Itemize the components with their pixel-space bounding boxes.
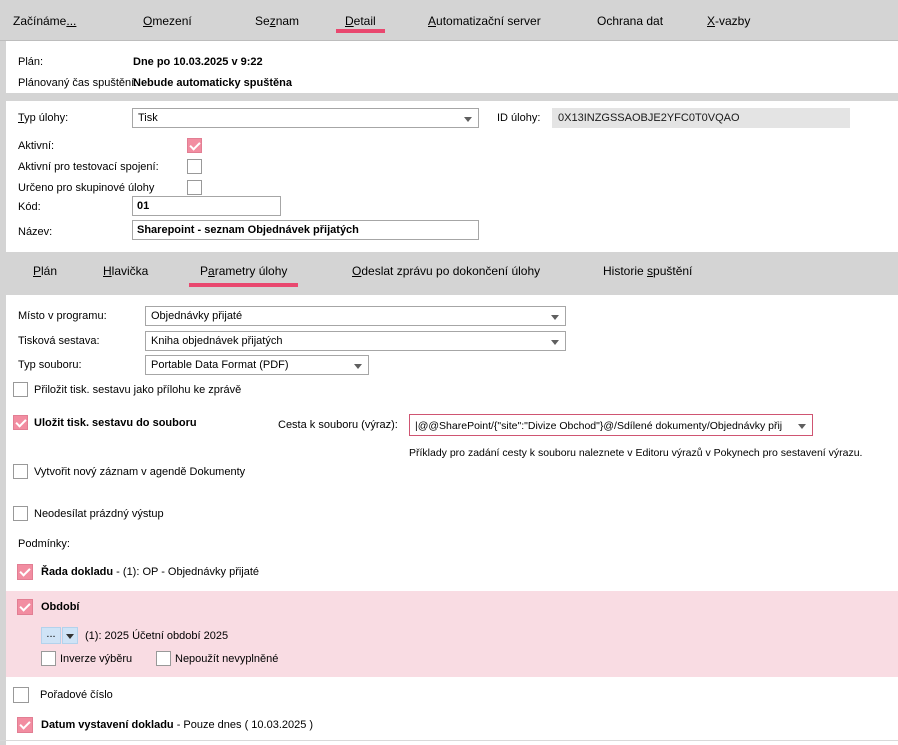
file-path-hint: Příklady pro zadání cesty k souboru naleznete v Editoru výrazů v Pokynech pro sestavení výrazu. (409, 447, 863, 459)
file-type-value: Portable Data Format (PDF) (151, 359, 289, 371)
tab-label-part: rametry úlohy (214, 264, 288, 278)
tab-label-part: utomatizační server (436, 14, 541, 28)
tab-label-part: mezení (152, 14, 192, 28)
file-path-combobox[interactable] (409, 414, 813, 436)
code-label: Kód: (18, 201, 41, 213)
chevron-down-icon (551, 315, 559, 320)
chevron-down-icon (551, 340, 559, 345)
tab-historie-spusteni[interactable] (603, 264, 692, 278)
planned-time-value: Nebude automaticky spuštěna (133, 77, 292, 89)
issue-date-condition-checkbox[interactable] (17, 717, 33, 733)
issue-date-condition-title: Datum vystavení dokladu (41, 719, 174, 731)
attach-report-checkbox[interactable] (13, 382, 28, 397)
tab-label-accel: a (208, 264, 215, 278)
save-to-file-checkbox[interactable] (13, 415, 28, 430)
conditions-heading: Podmínky: (18, 538, 70, 550)
chevron-down-icon (464, 117, 472, 122)
section-divider (0, 93, 898, 101)
attach-report-label: Přiložit tisk. sestavu jako přílohu ke zprávě (34, 384, 242, 396)
series-condition-title: Řada dokladu (41, 566, 114, 578)
tab-label-part: lavička (111, 264, 149, 278)
file-path-label: Cesta k souboru (výraz): (278, 419, 398, 431)
print-report-label: Tisková sestava: (18, 335, 100, 347)
tab-seznam[interactable] (255, 14, 299, 28)
period-condition-checkbox[interactable] (17, 599, 33, 615)
file-type-select[interactable] (145, 355, 369, 375)
test-connection-checkbox[interactable] (187, 159, 202, 174)
tab-label-part: Historie (603, 264, 648, 278)
invert-selection-label: Inverze výběru (60, 653, 133, 665)
save-to-file-label: Uložit tisk. sestavu do souboru (34, 417, 197, 429)
tab-zaciname[interactable] (13, 14, 76, 28)
task-type-value: Tisk (138, 112, 158, 124)
tab-hlavicka[interactable] (103, 264, 148, 278)
tab-label-part: deslat zprávu po dokončení úlohy (361, 264, 541, 278)
code-input[interactable] (132, 196, 281, 216)
program-location-value: Objednávky přijaté (151, 310, 243, 322)
tab-x-vazby[interactable] (707, 14, 750, 28)
tab-label-part: puštění (653, 264, 693, 278)
print-report-value: Kniha objednávek přijatých (151, 335, 283, 347)
period-dropdown-button[interactable] (62, 627, 78, 644)
invert-selection-checkbox[interactable] (41, 651, 56, 666)
issue-date-condition-text (41, 719, 313, 731)
tab-omezeni[interactable] (143, 14, 192, 28)
period-selection-text: (1): 2025 Účetní období 2025 (85, 630, 229, 642)
tab-label-part: Se (255, 14, 270, 28)
tab-label-part: -vazby (715, 14, 751, 28)
period-picker-button[interactable]: ... (41, 627, 61, 644)
series-condition-checkbox[interactable] (17, 564, 33, 580)
skip-empty-output-checkbox[interactable] (13, 506, 28, 521)
task-id-label: ID úlohy: (497, 112, 541, 124)
tab-label-accel: O (143, 14, 153, 28)
tab-label-accel: O (352, 264, 362, 278)
ignore-empty-checkbox[interactable] (156, 651, 171, 666)
program-location-select[interactable] (145, 306, 566, 326)
detail-tab-bar (0, 252, 898, 295)
series-condition-text (41, 566, 259, 578)
series-condition-detail: - (1): OP - Objednávky přijaté (113, 566, 260, 578)
tab-plan[interactable] (33, 264, 57, 278)
task-type-label (18, 112, 68, 124)
group-task-checkbox[interactable] (187, 180, 202, 195)
task-type-select[interactable] (132, 108, 479, 128)
skip-empty-output-label: Neodesílat prázdný výstup (34, 508, 164, 520)
issue-date-condition-detail: - Pouze dnes ( 10.03.2025 ) (173, 719, 314, 731)
tab-label-accel: H (103, 264, 112, 278)
name-label: Název: (18, 226, 53, 238)
name-input[interactable] (132, 220, 479, 240)
tab-label-part: nam (275, 14, 300, 28)
tab-label-accel: A (428, 14, 437, 28)
bottom-divider (0, 740, 898, 741)
plan-value: Dne po 10.03.2025 v 9:22 (133, 56, 263, 68)
tab-label-accel: D (345, 14, 354, 28)
sequence-condition-checkbox[interactable] (13, 687, 29, 703)
tab-label-part: lán (41, 264, 58, 278)
file-path-value: |@@SharePoint/{"site":"Divize Obchod"}@/Sdílené dokumenty/Objednávky přij (415, 420, 783, 432)
tab-label-accel: X (707, 14, 716, 28)
tab-label-part: Začínáme (13, 14, 67, 28)
tab-label-part: etail (353, 14, 376, 28)
period-condition-panel (6, 591, 898, 677)
ignore-empty-label: Nepoužít nevyplněné (175, 653, 279, 665)
main-tab-bar (0, 0, 898, 41)
task-id-field: 0X13INZGSSAOBJE2YFC0T0VQAO (552, 108, 850, 128)
tab-label-part: Ochrana dat (597, 14, 664, 28)
chevron-down-icon (354, 364, 362, 369)
active-label: Aktivní: (18, 140, 55, 152)
tab-label-accel: ... (66, 14, 77, 28)
chevron-down-icon (798, 424, 806, 429)
program-location-label: Místo v programu: (18, 310, 107, 322)
period-condition-title: Období (41, 601, 80, 613)
tab-ochrana-dat[interactable] (597, 14, 663, 28)
file-type-label: Typ souboru: (18, 359, 82, 371)
active-checkbox[interactable] (187, 138, 202, 153)
planned-time-label: Plánovaný čas spuštění: (18, 77, 138, 89)
tab-label-accel: s (647, 264, 654, 278)
tab-label-accel: P (33, 264, 42, 278)
create-document-checkbox[interactable] (13, 464, 28, 479)
tab-odeslat-zpravu[interactable] (352, 264, 540, 278)
tab-label-part: P (200, 264, 209, 278)
tab-detail[interactable] (345, 14, 376, 28)
tab-automatizacni-server[interactable] (428, 14, 541, 28)
sequence-condition-title: Pořadové číslo (40, 689, 113, 701)
active-test-label: Aktivní pro testovací spojení: (18, 161, 159, 173)
tab-label-accel: z (269, 14, 276, 28)
label-accel: T (18, 112, 25, 124)
plan-label: Plán: (18, 56, 44, 68)
group-task-label: Určeno pro skupinové úlohy (18, 182, 155, 194)
label-part: yp úlohy: (24, 112, 69, 124)
tab-parametry-ulohy[interactable] (200, 264, 287, 278)
create-document-label: Vytvořit nový záznam v agendě Dokumenty (34, 466, 246, 478)
print-report-select[interactable] (145, 331, 566, 351)
